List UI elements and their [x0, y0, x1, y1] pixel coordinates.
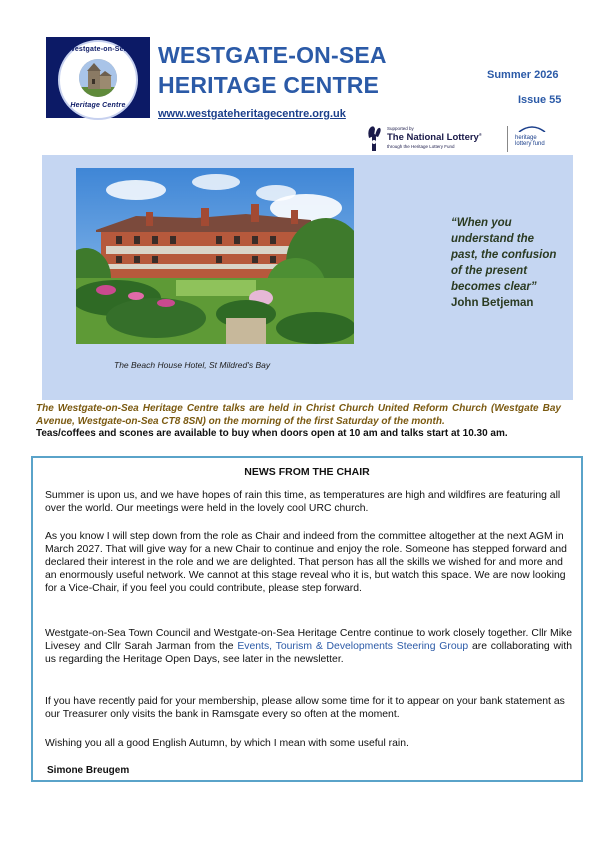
- news-paragraph-5: Wishing you all a good English Autumn, by which I mean with some useful rain.: [45, 738, 409, 749]
- hlf-text: heritage lottery fund: [515, 135, 545, 147]
- newsletter-title: [158, 40, 387, 100]
- quote-author: John Betjeman: [451, 297, 534, 309]
- church-image: [79, 59, 117, 97]
- heritage-centre-logo: [46, 37, 150, 118]
- lottery-through-text: through the Heritage Lottery Fund: [387, 144, 455, 149]
- news-paragraph-3: Westgate-on-Sea Town Council and Westgate-on-Sea Heritage Centre continue to work closely together. Cllr Mike Livesey and Cllr Sarah Jarman from the Events, Tourism & Developments Steering Group are collaborating with us regarding the Heritage Open Days, see later in the newsletter.: [45, 628, 572, 665]
- news-paragraph-4: If you have recently paid for your membership, please allow some time for it to appear on your bank statement as our Treasurer only visits the bank in Ramsgate every so often at the moment.: [45, 696, 565, 720]
- logo-badge: [58, 40, 138, 120]
- logo-top-text: Westgate-on-Sea: [68, 46, 128, 53]
- teas-info: Teas/coffees and scones are available to buy when doors open at 10 am and talks start at 10.30 am.: [36, 428, 508, 439]
- photo-caption: The Beach House Hotel, St Mildred's Bay: [114, 360, 271, 370]
- title-line-2: HERITAGE CENTRE: [158, 72, 380, 98]
- logo-bottom-text: Heritage Centre: [70, 102, 126, 109]
- title-line-1: WESTGATE-ON-SEA: [158, 42, 387, 68]
- season-label: Summer 2026: [487, 69, 559, 81]
- steering-group-link[interactable]: Events, Tourism & Developments Steering Group: [237, 641, 469, 652]
- news-paragraph-1: Summer is upon us, and we have hopes of rain this time, as temperatures are high and wildfires are featuring all over the world. Our meetings were held in the lovely cool URC church.: [45, 490, 561, 514]
- news-title: NEWS FROM THE CHAIR: [244, 466, 370, 478]
- news-paragraph-2: As you know I will step down from the role as Chair and indeed from the committee altogether at the next AGM in March 2027. That will give way for a new Chair to continue and enjoy the role. Someone has stepped forward and declared their interest in the role and we are delighted. That person has all the skills we wished for and more and an enormously useful network. We cannot at this stage reveal who it is, but watch this space. We are now looking for a Vice-Chair, if you feel you could contribute, please step forward.: [45, 531, 567, 594]
- website-link[interactable]: www.westgateheritagecentre.org.uk: [158, 108, 346, 120]
- feature-panel: [42, 155, 573, 400]
- quote-text: “When you understand the past, the confusion of the present becomes clear”: [451, 217, 557, 293]
- betjeman-quote: [451, 215, 561, 311]
- lottery-logo: [365, 124, 560, 154]
- talks-info: The Westgate-on-Sea Heritage Centre talks are held in Christ Church United Reform Church (Westgate Bay Avenue, Westgate-on-Sea CT8 8SN) on the morning of the first Saturday of the month.: [36, 403, 561, 427]
- news-from-chair-box: [31, 456, 583, 782]
- signature: Simone Breugem: [47, 765, 130, 776]
- beach-house-hotel-photo: [76, 168, 354, 344]
- divider: [507, 126, 508, 152]
- crossed-fingers-icon: [365, 124, 383, 152]
- lottery-name: The National Lottery®: [387, 132, 482, 144]
- hlf-arc-icon: [517, 124, 547, 132]
- issue-label: Issue 55: [518, 94, 562, 106]
- supported-by-text: Supported by: [387, 126, 414, 131]
